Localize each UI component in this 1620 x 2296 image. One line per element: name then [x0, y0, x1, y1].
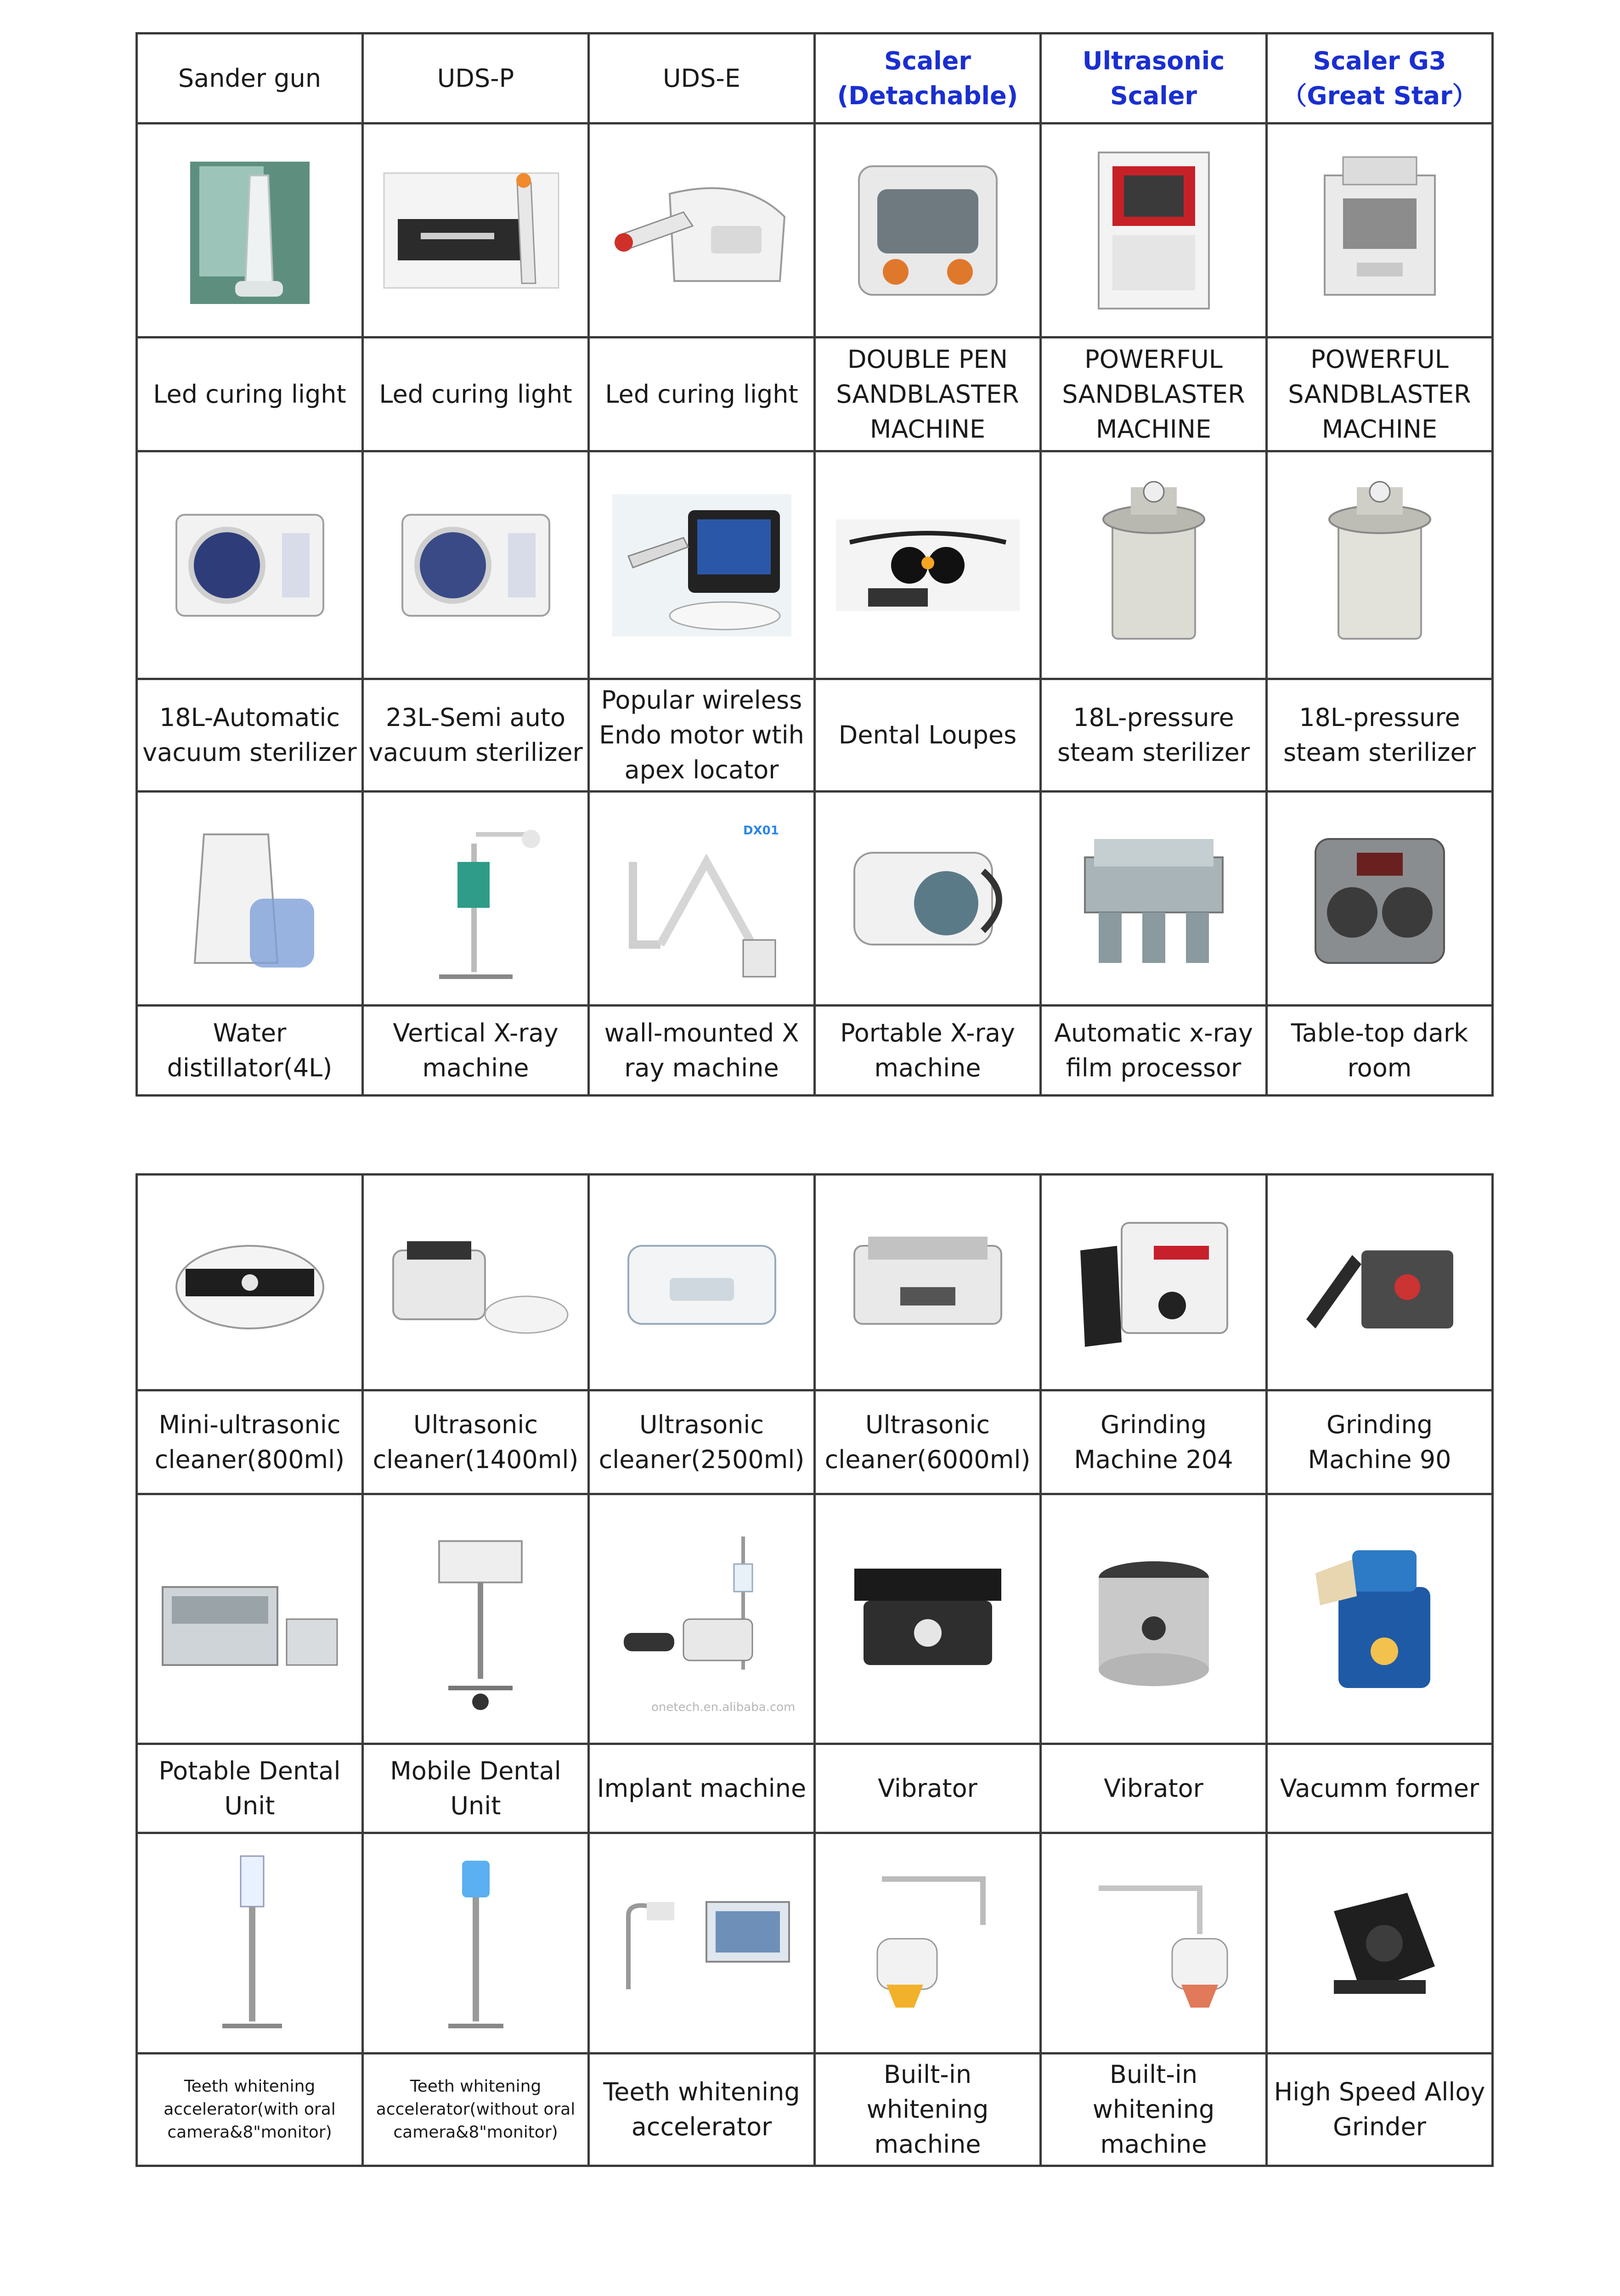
product-photo-ultrasonic-cleaner-1400 [363, 1175, 589, 1390]
product-label: 18L-Automatic vacuum sterilizer [137, 679, 363, 792]
label-row [137, 1390, 1493, 1494]
product-photo-vacumm-former [1267, 1494, 1493, 1744]
product-label: 18L-pressure steam sterilizer [1267, 679, 1493, 792]
product-label: 23L-Semi auto vacuum sterilizer [363, 679, 589, 792]
product-photo-mini-ultrasonic-cleaner [137, 1175, 363, 1390]
product-photo-sander-gun [137, 124, 363, 338]
product-label: Water distillator(4L) [137, 1006, 363, 1096]
product-photo-18l-pressure-sterilizer-2 [1267, 451, 1493, 679]
product-photo-portable-dental-unit [137, 1494, 363, 1744]
header-cell: Ultrasonic Scaler [1041, 34, 1267, 124]
product-photo-teeth-whitening-with-camera [137, 1833, 363, 2054]
photo-watermark: onetech.en.alibaba.com [651, 1700, 795, 1714]
product-photo-mobile-dental-unit [363, 1494, 589, 1744]
product-label: Potable Dental Unit [137, 1744, 363, 1833]
product-photo-ultrasonic-cleaner-2500 [589, 1175, 815, 1390]
product-label: Ultrasonic cleaner(2500ml) [589, 1390, 815, 1494]
product-label: Mobile Dental Unit [363, 1744, 589, 1833]
product-photo-tabletop-darkroom [1267, 792, 1493, 1006]
product-label: Popular wireless Endo motor wtih apex locator [589, 679, 815, 792]
product-photo-scaler-detachable [815, 124, 1041, 338]
product-photo-18l-automatic-sterilizer [137, 451, 363, 679]
product-photo-dental-loupes [815, 451, 1041, 679]
product-label: POWERFUL SANDBLASTER MACHINE [1267, 338, 1493, 451]
product-photo-teeth-whitening-without-camera [363, 1833, 589, 2054]
image-row [137, 451, 1493, 679]
product-photo-ultrasonic-scaler [1041, 124, 1267, 338]
product-photo-built-in-whitening-2 [1041, 1833, 1267, 2054]
product-photo-uds-e [589, 124, 815, 338]
image-row [137, 124, 1493, 338]
product-photo-vibrator-2 [1041, 1494, 1267, 1744]
product-photo-wireless-endo-motor [589, 451, 815, 679]
header-cell: UDS-E [589, 34, 815, 124]
header-row [137, 34, 1493, 124]
product-label: Vibrator [815, 1744, 1041, 1833]
product-label: Built-in whitening machine [815, 2054, 1041, 2166]
product-label: Vertical X-ray machine [363, 1006, 589, 1096]
product-photo-portable-xray [815, 792, 1041, 1006]
label-row [137, 1744, 1493, 1833]
image-row [137, 792, 1493, 1006]
product-label: Led curing light [589, 338, 815, 451]
product-photo-scaler-g3 [1267, 124, 1493, 338]
image-row [137, 1175, 1493, 1390]
product-photo-water-distillator [137, 792, 363, 1006]
product-photo-18l-pressure-sterilizer-1 [1041, 451, 1267, 679]
product-label: Table-top dark room [1267, 1006, 1493, 1096]
product-photo-vibrator-1 [815, 1494, 1041, 1744]
product-label: High Speed Alloy Grinder [1267, 2054, 1493, 2166]
product-table-2 [135, 1173, 1494, 2167]
product-label: Vacumm former [1267, 1744, 1493, 1833]
product-photo-grinding-machine-90 [1267, 1175, 1493, 1390]
product-label: Implant machine [589, 1744, 815, 1833]
product-label: Built-in whitening machine [1041, 2054, 1267, 2166]
product-photo-vertical-xray [363, 792, 589, 1006]
product-label: Dental Loupes [815, 679, 1041, 792]
product-photo-xray-film-processor [1041, 792, 1267, 1006]
product-label: Grinding Machine 90 [1267, 1390, 1493, 1494]
product-label: Ultrasonic cleaner(1400ml) [363, 1390, 589, 1494]
image-row [137, 1494, 1493, 1744]
product-label: Teeth whitening accelerator(with oral camera&8"monitor) [137, 2054, 363, 2166]
product-table-1 [135, 32, 1494, 1097]
product-label: Led curing light [137, 338, 363, 451]
image-row [137, 1833, 1493, 2054]
product-label: Teeth whitening accelerator(without oral camera&8"monitor) [363, 2054, 589, 2166]
label-row [137, 338, 1493, 451]
product-label: Grinding Machine 204 [1041, 1390, 1267, 1494]
product-label: Ultrasonic cleaner(6000ml) [815, 1390, 1041, 1494]
product-photo-built-in-whitening-1 [815, 1833, 1041, 2054]
product-label: Portable X-ray machine [815, 1006, 1041, 1096]
product-label: Automatic x-ray film processor [1041, 1006, 1267, 1096]
product-label: Vibrator [1041, 1744, 1267, 1833]
product-photo-grinding-machine-204 [1041, 1175, 1267, 1390]
product-photo-uds-p [363, 124, 589, 338]
product-label: Led curing light [363, 338, 589, 451]
product-photo-teeth-whitening-accelerator [589, 1833, 815, 2054]
header-cell: Sander gun [137, 34, 363, 124]
header-cell: Scaler G3（Great Star） [1267, 34, 1493, 124]
product-label: Mini-ultrasonic cleaner(800ml) [137, 1390, 363, 1494]
label-row [137, 679, 1493, 792]
product-photo-alloy-grinder [1267, 1833, 1493, 2054]
header-cell: Scaler (Detachable) [815, 34, 1041, 124]
product-label: POWERFUL SANDBLASTER MACHINE [1041, 338, 1267, 451]
product-label: wall-mounted X ray machine [589, 1006, 815, 1096]
label-row [137, 2054, 1493, 2166]
product-photo-implant-machine [589, 1494, 815, 1744]
label-row [137, 1006, 1493, 1096]
photo-label: DX01 [743, 823, 779, 838]
header-cell: UDS-P [363, 34, 589, 124]
product-label: DOUBLE PEN SANDBLASTER MACHINE [815, 338, 1041, 451]
product-photo-wall-mounted-xray [589, 792, 815, 1006]
product-photo-23l-semi-auto-sterilizer [363, 451, 589, 679]
product-label: Teeth whitening accelerator [589, 2054, 815, 2166]
product-label: 18L-pressure steam sterilizer [1041, 679, 1267, 792]
product-photo-ultrasonic-cleaner-6000 [815, 1175, 1041, 1390]
